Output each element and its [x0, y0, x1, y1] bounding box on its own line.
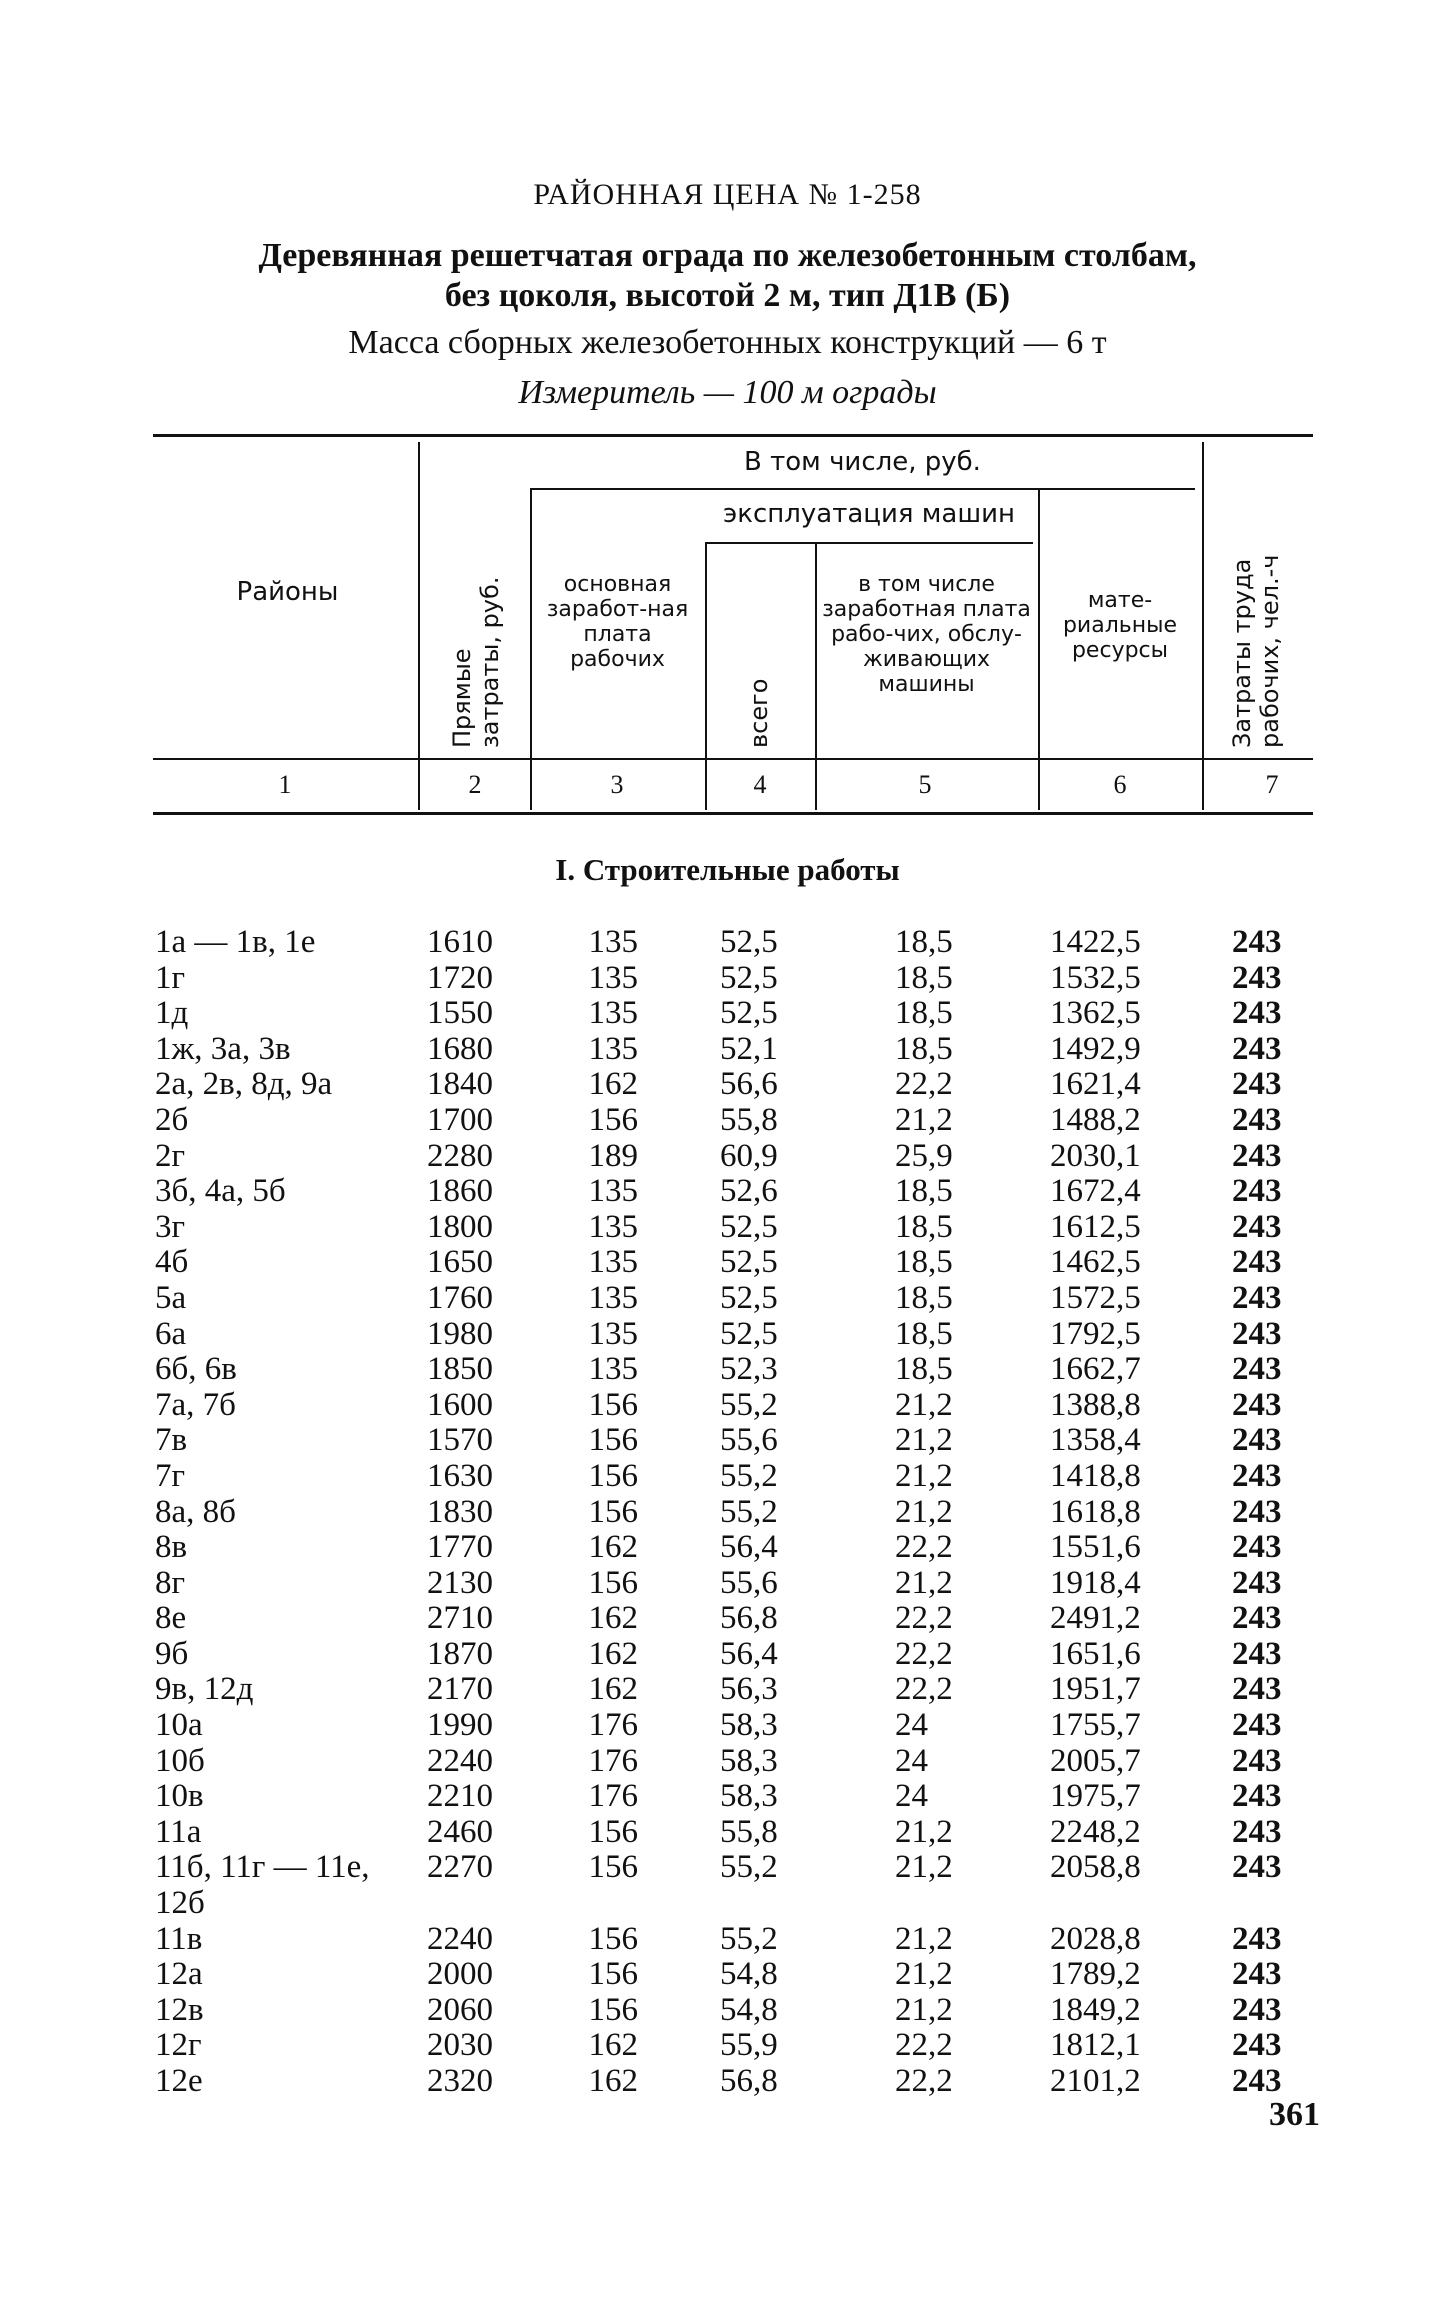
- cell-direct-costs: 2270: [427, 1849, 493, 1886]
- cell-wages: 135: [588, 1030, 638, 1067]
- divider-5: [1038, 488, 1040, 810]
- cell-machine-wages: 18,5: [895, 1208, 953, 1245]
- cell-wages: 135: [588, 1279, 638, 1316]
- header-bottom-rule: [153, 758, 1313, 760]
- cell-wages: 189: [588, 1137, 638, 1174]
- cell-labor: 243: [1232, 1635, 1282, 1672]
- page-number: 361: [1269, 2096, 1320, 2133]
- column-number-6: 6: [1113, 770, 1127, 799]
- cell-direct-costs: 2710: [427, 1600, 493, 1637]
- cell-wages: 135: [588, 1173, 638, 1210]
- cell-wages: 135: [588, 1244, 638, 1281]
- cell-wages: 135: [588, 1315, 638, 1352]
- cell-region: 4б: [155, 1244, 189, 1281]
- header-machine-wages: в том числе заработная плата рабо-чих, обслу-живающих машины: [822, 572, 1031, 697]
- cell-machines-total: 52,5: [720, 1279, 778, 1316]
- header-materials: мате-риальные ресурсы: [1062, 588, 1178, 663]
- cell-machine-wages: 21,2: [895, 1457, 953, 1494]
- cell-machine-wages: 21,2: [895, 1920, 953, 1957]
- cell-labor: 243: [1232, 1422, 1282, 1459]
- cell-machine-wages: 21,2: [895, 1101, 953, 1138]
- table-row: [0, 1173, 1455, 1209]
- cell-materials: 1792,5: [1050, 1315, 1141, 1352]
- cell-direct-costs: 2060: [427, 1991, 493, 2028]
- unit-line: Измеритель — 100 м ограды: [518, 374, 937, 411]
- column-number-7: 7: [1265, 770, 1279, 799]
- header-machines-total: всего: [745, 678, 773, 748]
- cell-wages: 156: [588, 1493, 638, 1530]
- cell-machine-wages: 18,5: [895, 1351, 953, 1388]
- cell-region: 10в: [155, 1778, 204, 1815]
- cell-wages: 162: [588, 2063, 638, 2099]
- cell-region: 1ж, 3а, 3в: [155, 1030, 291, 1067]
- cell-materials: 1488,2: [1050, 1101, 1141, 1138]
- cell-materials: 1362,5: [1050, 995, 1141, 1032]
- cell-direct-costs: 2000: [427, 1956, 493, 1993]
- cell-region: 7а, 7б: [155, 1386, 236, 1423]
- cell-region: 6а: [155, 1315, 187, 1352]
- cell-materials: 2248,2: [1050, 1813, 1141, 1850]
- cell-machines-total: 55,2: [720, 1849, 778, 1886]
- table-row: [0, 1138, 1455, 1174]
- cell-direct-costs: 2280: [427, 1137, 493, 1174]
- table-row: [0, 1671, 1455, 1707]
- cell-machines-total: 52,5: [720, 924, 778, 960]
- table-row: [0, 1956, 1455, 1992]
- cell-materials: 1551,6: [1050, 1529, 1141, 1566]
- cell-materials: 2101,2: [1050, 2063, 1141, 2099]
- header-wages: основная заработ-ная плата рабочих: [546, 572, 689, 672]
- cell-materials: 1492,9: [1050, 1030, 1141, 1067]
- cell-machines-total: 56,4: [720, 1529, 778, 1566]
- cell-machine-wages: 22,2: [895, 1529, 953, 1566]
- cell-machines-total: 55,2: [720, 1386, 778, 1423]
- table-row: [0, 1102, 1455, 1138]
- cell-direct-costs: 1800: [427, 1208, 493, 1245]
- cell-wages: 156: [588, 1920, 638, 1957]
- cell-wages: 176: [588, 1778, 638, 1815]
- divider-3: [705, 542, 707, 810]
- cell-wages: 135: [588, 1208, 638, 1245]
- cell-machines-total: 55,2: [720, 1920, 778, 1957]
- cell-machines-total: 52,5: [720, 1315, 778, 1352]
- cell-wages: 156: [588, 1386, 638, 1423]
- cell-machine-wages: 22,2: [895, 2063, 953, 2099]
- cell-materials: 1532,5: [1050, 959, 1141, 996]
- cell-machine-wages: 21,2: [895, 1422, 953, 1459]
- cell-machine-wages: 18,5: [895, 1244, 953, 1281]
- cell-machines-total: 56,4: [720, 1635, 778, 1672]
- cell-direct-costs: 1680: [427, 1030, 493, 1067]
- column-number-2: 2: [468, 770, 482, 799]
- cell-materials: 1358,4: [1050, 1422, 1141, 1459]
- table-row: [0, 2063, 1455, 2099]
- cell-region: 9б: [155, 1635, 189, 1672]
- cell-wages: 162: [588, 1635, 638, 1672]
- cell-machines-total: 60,9: [720, 1137, 778, 1174]
- cell-region: 1д: [155, 995, 189, 1032]
- cell-machines-total: 54,8: [720, 1956, 778, 1993]
- cell-labor: 243: [1232, 1707, 1282, 1744]
- cell-direct-costs: 1830: [427, 1493, 493, 1530]
- cell-region: 6б, 6в: [155, 1351, 237, 1388]
- cell-materials: 2030,1: [1050, 1137, 1141, 1174]
- subtitle-line-1: Деревянная решетчатая ограда по железобетонным столбам,: [258, 237, 1197, 274]
- cell-materials: 1975,7: [1050, 1778, 1141, 1815]
- cell-labor: 243: [1232, 1991, 1282, 2028]
- cell-wages: 176: [588, 1742, 638, 1779]
- cell-labor: 243: [1232, 1600, 1282, 1637]
- cell-direct-costs: 2130: [427, 1564, 493, 1601]
- cell-machines-total: 52,1: [720, 1030, 778, 1067]
- cell-machine-wages: 22,2: [895, 1671, 953, 1708]
- cell-labor: 243: [1232, 2027, 1282, 2064]
- column-number-4: 4: [753, 770, 767, 799]
- cell-direct-costs: 1860: [427, 1173, 493, 1210]
- cell-wages: 162: [588, 1600, 638, 1637]
- cell-machines-total: 52,5: [720, 1244, 778, 1281]
- cell-wages: 162: [588, 2027, 638, 2064]
- divider-4: [815, 542, 817, 810]
- cell-machines-total: 55,6: [720, 1564, 778, 1601]
- cell-materials: 1789,2: [1050, 1956, 1141, 1993]
- cell-region: 5а: [155, 1279, 187, 1316]
- cell-direct-costs: 1550: [427, 995, 493, 1032]
- cell-labor: 243: [1232, 1244, 1282, 1281]
- numbers-bottom-rule: [153, 812, 1313, 815]
- cell-machines-total: 56,8: [720, 2063, 778, 2099]
- table-row: [0, 1494, 1455, 1530]
- cell-materials: 1662,7: [1050, 1351, 1141, 1388]
- cell-wages: 156: [588, 1991, 638, 2028]
- cell-direct-costs: 2210: [427, 1778, 493, 1815]
- cell-materials: 1418,8: [1050, 1457, 1141, 1494]
- cell-materials: 1612,5: [1050, 1208, 1141, 1245]
- cell-direct-costs: 1850: [427, 1351, 493, 1388]
- table-row: [0, 1316, 1455, 1352]
- cell-region: 8е: [155, 1600, 187, 1637]
- cell-labor: 243: [1232, 1066, 1282, 1103]
- cell-materials: 1618,8: [1050, 1493, 1141, 1530]
- cell-direct-costs: 2170: [427, 1671, 493, 1708]
- cell-wages: 156: [588, 1422, 638, 1459]
- cell-machines-total: 52,5: [720, 959, 778, 996]
- cell-materials: 1462,5: [1050, 1244, 1141, 1281]
- divider-2: [530, 488, 532, 810]
- cell-materials: 1651,6: [1050, 1635, 1141, 1672]
- cell-region: 8в: [155, 1529, 188, 1566]
- cell-direct-costs: 1570: [427, 1422, 493, 1459]
- cell-region: 1а — 1в, 1е: [155, 924, 316, 960]
- cell-materials: 1672,4: [1050, 1173, 1141, 1210]
- cell-direct-costs: 1770: [427, 1529, 493, 1566]
- price-title: РАЙОННАЯ ЦЕНА № 1-258: [533, 178, 922, 211]
- table-row: [0, 995, 1455, 1031]
- cell-machines-total: 55,9: [720, 2027, 778, 2064]
- cell-machine-wages: 18,5: [895, 924, 953, 960]
- cell-labor: 243: [1232, 1173, 1282, 1210]
- cell-machine-wages: 25,9: [895, 1137, 953, 1174]
- cell-labor: 243: [1232, 959, 1282, 996]
- divider-6: [1202, 442, 1204, 810]
- cell-region: 7г: [155, 1457, 186, 1494]
- cell-wages: 135: [588, 959, 638, 996]
- cell-direct-costs: 1980: [427, 1315, 493, 1352]
- cell-labor: 243: [1232, 1030, 1282, 1067]
- cell-machines-total: 52,6: [720, 1173, 778, 1210]
- cell-region: 9в, 12д: [155, 1671, 254, 1708]
- cell-direct-costs: 1990: [427, 1707, 493, 1744]
- table-row: [0, 1066, 1455, 1102]
- cell-labor: 243: [1232, 924, 1282, 960]
- cell-region: 11в: [155, 1920, 203, 1957]
- cell-materials: 2005,7: [1050, 1742, 1141, 1779]
- header-direct-costs: Прямые затраты, руб.: [448, 576, 504, 748]
- column-number-1: 1: [278, 770, 292, 799]
- cell-machines-total: 56,8: [720, 1600, 778, 1637]
- cell-machine-wages: 22,2: [895, 1600, 953, 1637]
- table-row: [0, 1244, 1455, 1280]
- table-row: [0, 1565, 1455, 1601]
- cell-machines-total: 58,3: [720, 1742, 778, 1779]
- table-row: [0, 1814, 1455, 1850]
- cell-direct-costs: 1610: [427, 924, 493, 960]
- cell-labor: 243: [1232, 1279, 1282, 1316]
- cell-machines-total: 55,2: [720, 1457, 778, 1494]
- cell-materials: 1755,7: [1050, 1707, 1141, 1744]
- table-row: [0, 1600, 1455, 1636]
- cell-machines-total: 58,3: [720, 1707, 778, 1744]
- cell-machine-wages: 18,5: [895, 1173, 953, 1210]
- cell-machine-wages: 24: [895, 1742, 928, 1779]
- mass-line: Масса сборных железобетонных конструкций — 6 т: [348, 324, 1107, 361]
- cell-labor: 243: [1232, 1315, 1282, 1352]
- cell-materials: 1812,1: [1050, 2027, 1141, 2064]
- cell-region: 2г: [155, 1137, 186, 1174]
- cell-machine-wages: 21,2: [895, 1956, 953, 1993]
- cell-direct-costs: 1700: [427, 1101, 493, 1138]
- group-rule: [530, 488, 1195, 490]
- cell-machines-total: 55,8: [720, 1813, 778, 1850]
- cell-labor: 243: [1232, 1920, 1282, 1957]
- cell-materials: 1951,7: [1050, 1671, 1141, 1708]
- subtitle-line-2: без цоколя, высотой 2 м, тип Д1В (Б): [444, 277, 1011, 314]
- cell-wages: 135: [588, 995, 638, 1032]
- header-group: В том числе, руб.: [744, 447, 981, 477]
- cell-machines-total: 55,2: [720, 1493, 778, 1530]
- header-machines: эксплуатация машин: [722, 499, 1016, 529]
- cell-materials: 2028,8: [1050, 1920, 1141, 1957]
- cell-machine-wages: 18,5: [895, 1030, 953, 1067]
- cell-region: 12а: [155, 1956, 203, 1993]
- cell-direct-costs: 1600: [427, 1386, 493, 1423]
- cell-wages: 156: [588, 1101, 638, 1138]
- cell-materials: 1422,5: [1050, 924, 1141, 960]
- cell-machine-wages: 18,5: [895, 995, 953, 1032]
- cell-direct-costs: 2240: [427, 1742, 493, 1779]
- cell-wages: 156: [588, 1849, 638, 1886]
- cell-wages: 135: [588, 924, 638, 960]
- cell-machines-total: 56,3: [720, 1671, 778, 1708]
- header-labor: Затраты труда рабочих, чел.-ч: [1228, 554, 1284, 748]
- table-row: [0, 1529, 1455, 1565]
- cell-materials: 2058,8: [1050, 1849, 1141, 1886]
- cell-machine-wages: 22,2: [895, 2027, 953, 2064]
- divider-1: [418, 442, 420, 810]
- cell-materials: 1849,2: [1050, 1991, 1141, 2028]
- cell-wages: 176: [588, 1707, 638, 1744]
- cell-machines-total: 56,6: [720, 1066, 778, 1103]
- cell-labor: 243: [1232, 1742, 1282, 1779]
- cell-labor: 243: [1232, 2063, 1282, 2099]
- cell-machines-total: 52,5: [720, 1208, 778, 1245]
- cell-direct-costs: 2460: [427, 1813, 493, 1850]
- cell-wages: 162: [588, 1066, 638, 1103]
- cell-direct-costs: 2240: [427, 1920, 493, 1957]
- cell-direct-costs: 1720: [427, 959, 493, 996]
- cell-machines-total: 55,8: [720, 1101, 778, 1138]
- cell-machine-wages: 22,2: [895, 1066, 953, 1103]
- cell-wages: 156: [588, 1956, 638, 1993]
- cell-region: 10б: [155, 1742, 205, 1779]
- cell-machines-total: 54,8: [720, 1991, 778, 2028]
- cell-labor: 243: [1232, 1386, 1282, 1423]
- table-row: [0, 1778, 1455, 1814]
- cell-machines-total: 52,3: [720, 1351, 778, 1388]
- table-row: [0, 1031, 1455, 1067]
- cell-direct-costs: 1840: [427, 1066, 493, 1103]
- cell-labor: 243: [1232, 1101, 1282, 1138]
- cell-labor: 243: [1232, 1778, 1282, 1815]
- cell-region: 10а: [155, 1707, 203, 1744]
- cell-wages: 156: [588, 1564, 638, 1601]
- cell-machine-wages: 22,2: [895, 1635, 953, 1672]
- cell-labor: 243: [1232, 1564, 1282, 1601]
- cell-wages: 156: [588, 1813, 638, 1850]
- table-row: [0, 1387, 1455, 1423]
- table-row: [0, 1743, 1455, 1779]
- cell-direct-costs: 1760: [427, 1279, 493, 1316]
- cell-labor: 243: [1232, 1529, 1282, 1566]
- section-title: I. Строительные работы: [555, 852, 900, 887]
- table-row: [0, 2027, 1455, 2063]
- table-row: [0, 1422, 1455, 1458]
- table-row: [0, 960, 1455, 996]
- cell-region: 1г: [155, 959, 186, 996]
- table-row: [0, 1351, 1455, 1387]
- cell-materials: 1572,5: [1050, 1279, 1141, 1316]
- machines-rule: [705, 542, 1033, 544]
- cell-machine-wages: 21,2: [895, 1386, 953, 1423]
- cell-materials: 2491,2: [1050, 1600, 1141, 1637]
- cell-region: 12в: [155, 1991, 204, 2028]
- cell-region: 7в: [155, 1422, 188, 1459]
- cell-region: 3б, 4а, 5б: [155, 1173, 286, 1210]
- cell-region: 11б, 11г — 11е, 12б: [155, 1849, 370, 1922]
- table-row: [0, 1707, 1455, 1743]
- cell-labor: 243: [1232, 1351, 1282, 1388]
- cell-direct-costs: 1870: [427, 1635, 493, 1672]
- cell-region: 12г: [155, 2027, 202, 2064]
- table-row: [0, 1849, 1455, 1920]
- cell-materials: 1621,4: [1050, 1066, 1141, 1103]
- cell-machine-wages: 24: [895, 1707, 928, 1744]
- table-row: [0, 924, 1455, 960]
- cell-machine-wages: 21,2: [895, 1493, 953, 1530]
- cell-labor: 243: [1232, 1671, 1282, 1708]
- cell-machine-wages: 24: [895, 1778, 928, 1815]
- cell-direct-costs: 2320: [427, 2063, 493, 2099]
- cell-machine-wages: 18,5: [895, 1315, 953, 1352]
- cell-region: 8г: [155, 1564, 186, 1601]
- cell-labor: 243: [1232, 995, 1282, 1032]
- table-row: [0, 1458, 1455, 1494]
- cell-machines-total: 55,6: [720, 1422, 778, 1459]
- cell-machine-wages: 21,2: [895, 1813, 953, 1850]
- cell-direct-costs: 2030: [427, 2027, 493, 2064]
- cell-wages: 135: [588, 1351, 638, 1388]
- table-row: [0, 1280, 1455, 1316]
- cell-machine-wages: 18,5: [895, 1279, 953, 1316]
- cell-labor: 243: [1232, 1457, 1282, 1494]
- cell-region: 12е: [155, 2063, 203, 2099]
- cell-machines-total: 58,3: [720, 1778, 778, 1815]
- cell-labor: 243: [1232, 1956, 1282, 1993]
- cell-machine-wages: 21,2: [895, 1991, 953, 2028]
- cell-materials: 1388,8: [1050, 1386, 1141, 1423]
- cell-machine-wages: 21,2: [895, 1564, 953, 1601]
- cell-labor: 243: [1232, 1849, 1282, 1886]
- cell-labor: 243: [1232, 1137, 1282, 1174]
- table-row: [0, 1636, 1455, 1672]
- cell-direct-costs: 1650: [427, 1244, 493, 1281]
- cell-wages: 162: [588, 1529, 638, 1566]
- cell-labor: 243: [1232, 1493, 1282, 1530]
- cell-region: 11а: [155, 1813, 202, 1850]
- column-number-5: 5: [918, 770, 932, 799]
- table-row: [0, 1992, 1455, 2028]
- table-row: [0, 1209, 1455, 1245]
- cell-machine-wages: 18,5: [895, 959, 953, 996]
- cell-region: 2б: [155, 1101, 189, 1138]
- cell-machine-wages: 21,2: [895, 1849, 953, 1886]
- cell-machines-total: 52,5: [720, 995, 778, 1032]
- cell-wages: 162: [588, 1671, 638, 1708]
- cell-region: 2а, 2в, 8д, 9а: [155, 1066, 333, 1103]
- header-regions: Районы: [236, 577, 339, 607]
- cell-direct-costs: 1630: [427, 1457, 493, 1494]
- subtitle: [0, 236, 1455, 316]
- cell-wages: 156: [588, 1457, 638, 1494]
- cell-materials: 1918,4: [1050, 1564, 1141, 1601]
- table-body: [0, 924, 1455, 2099]
- table-row: [0, 1921, 1455, 1957]
- cell-labor: 243: [1232, 1208, 1282, 1245]
- column-number-3: 3: [610, 770, 624, 799]
- table-top-rule: [153, 434, 1313, 437]
- cell-region: 3г: [155, 1208, 186, 1245]
- cell-region: 8а, 8б: [155, 1493, 236, 1530]
- cell-labor: 243: [1232, 1813, 1282, 1850]
